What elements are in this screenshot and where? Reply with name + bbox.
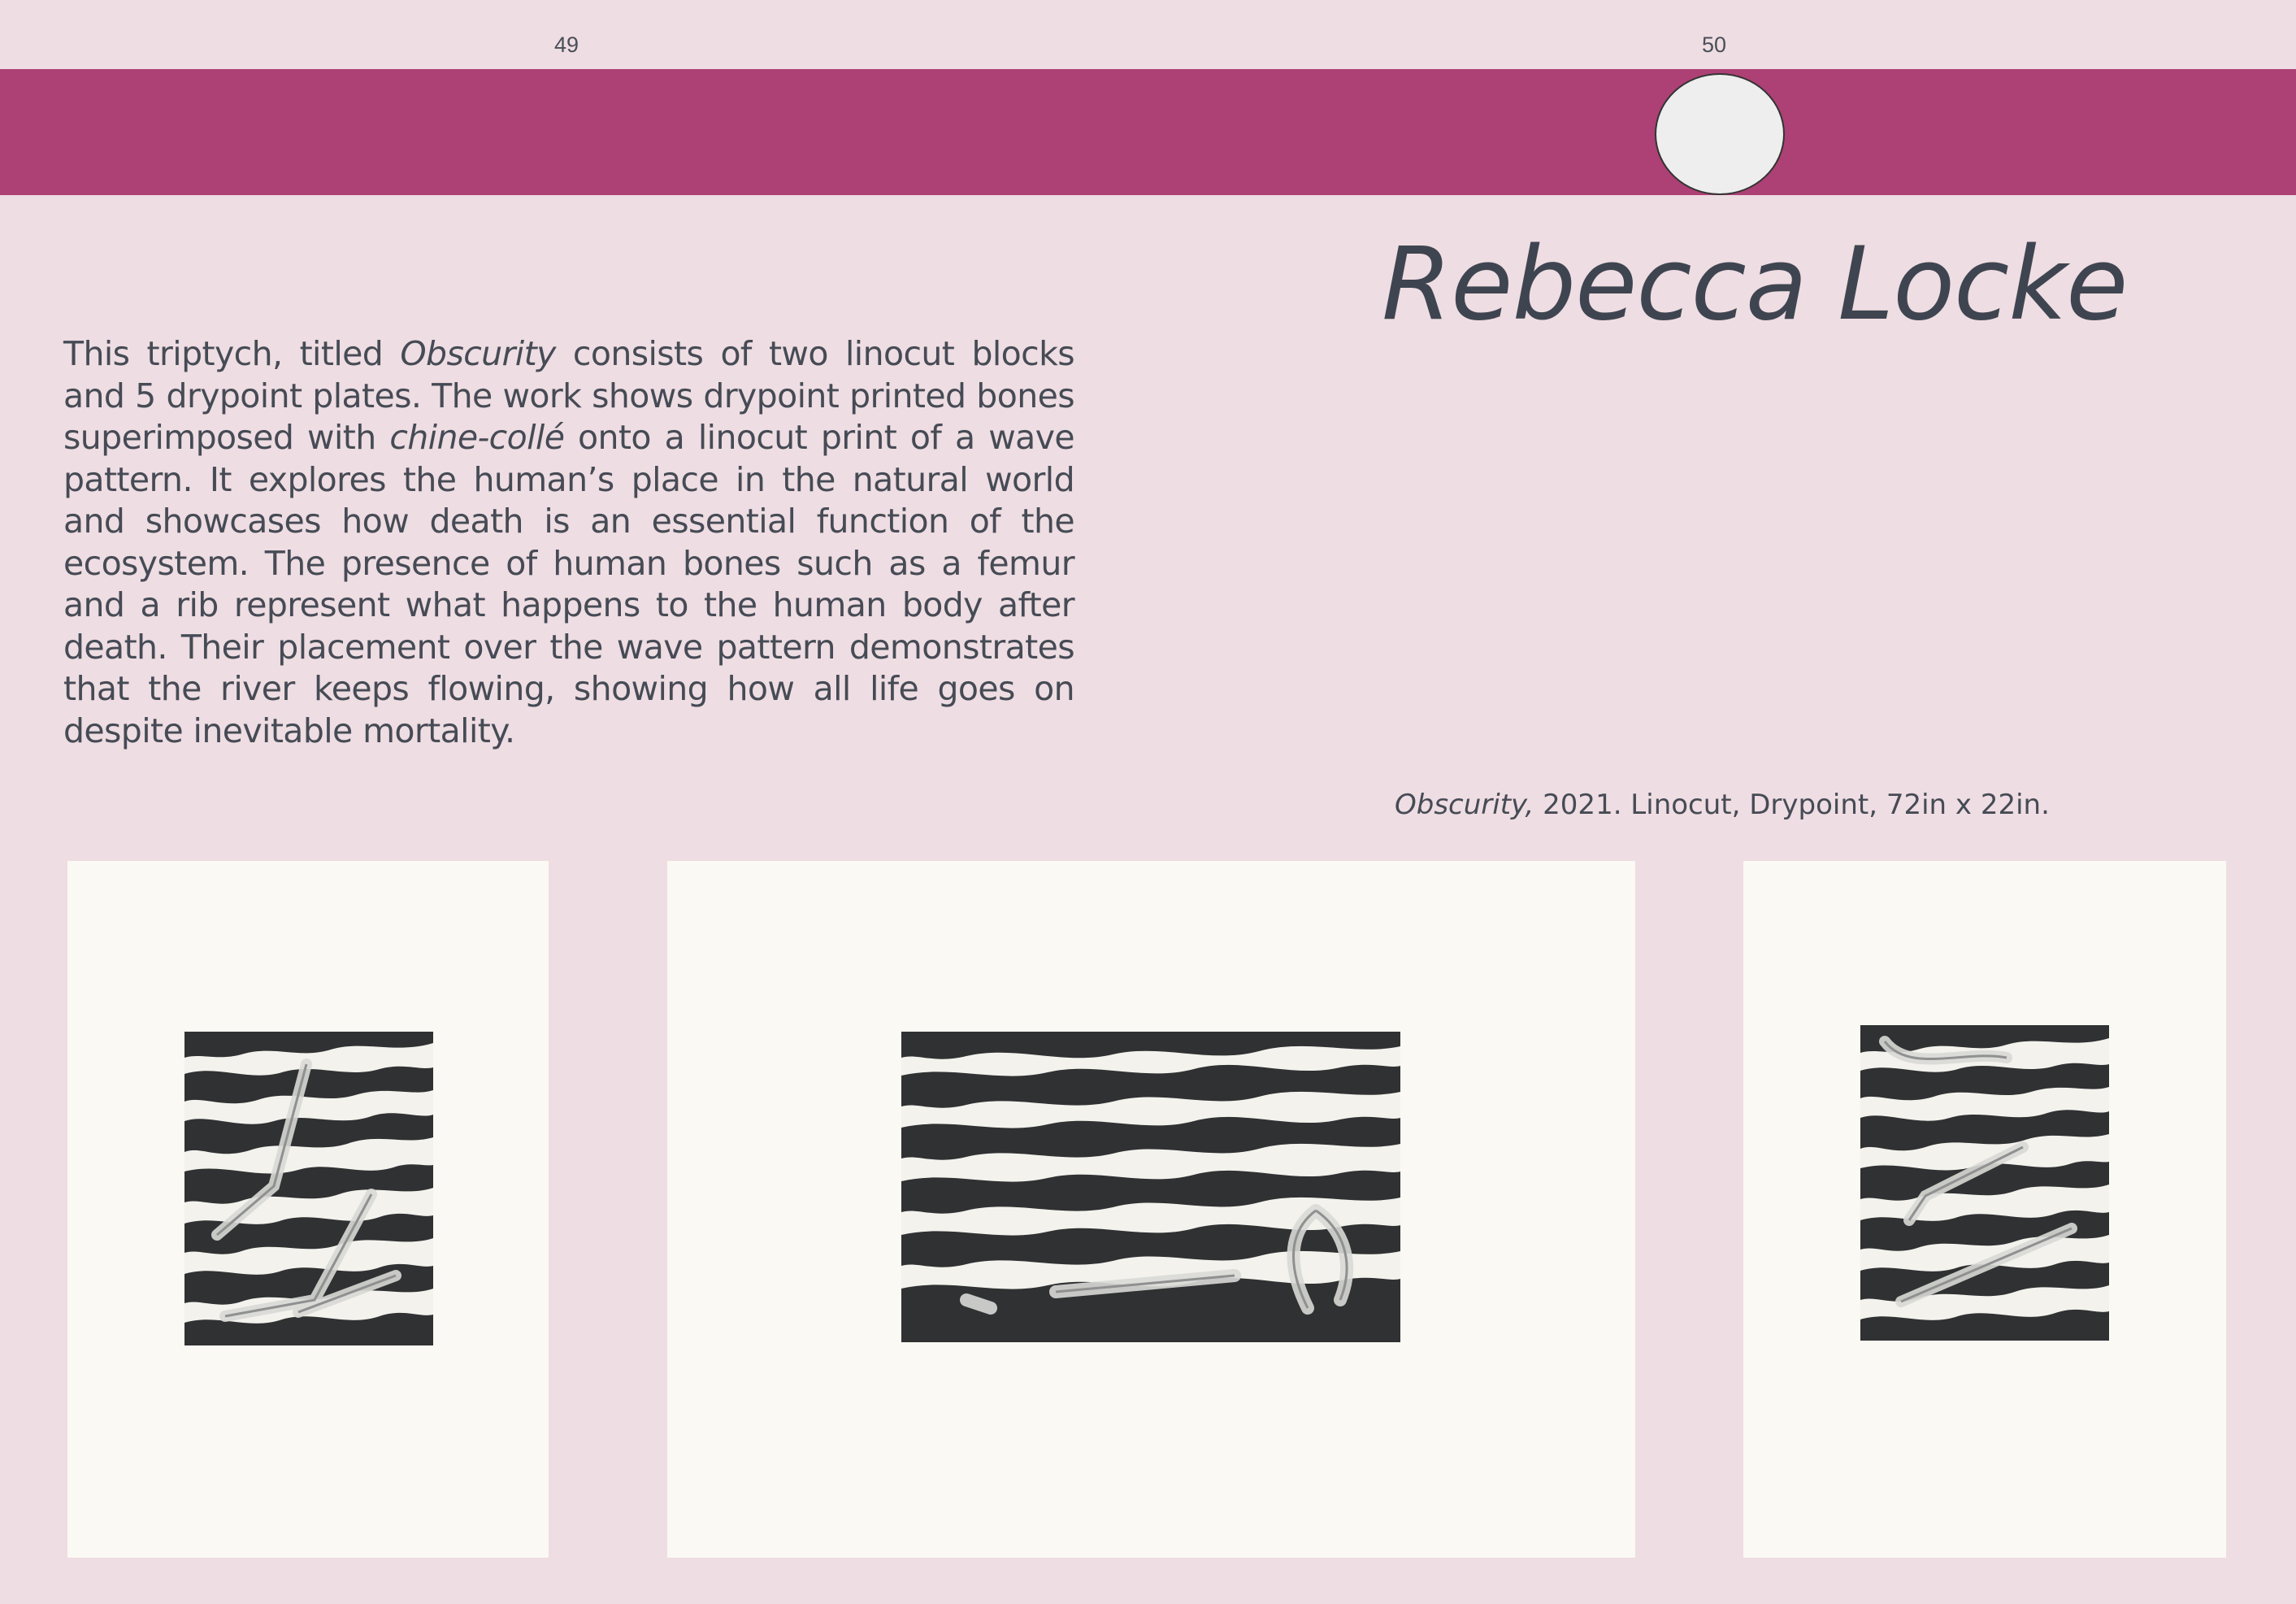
linocut-print-center	[901, 1032, 1400, 1342]
linocut-print-left	[184, 1032, 433, 1345]
wave-pattern-image	[184, 1032, 433, 1345]
description-technique: chine-collé	[389, 418, 565, 457]
artist-name: Rebecca Locke	[1382, 226, 2128, 343]
description-text-1: This triptych, titled	[63, 334, 401, 373]
linocut-print-right	[1860, 1025, 2109, 1341]
description-text-2: consists of two linocut blocks and 5 drypoint plates. The work shows drypoint printed bones superimposed with	[63, 334, 1074, 457]
artist-portrait-placeholder	[1655, 73, 1785, 195]
wave-pattern-image	[1860, 1025, 2109, 1341]
artwork-panel-right	[1743, 861, 2226, 1558]
wave-pattern-image	[901, 1032, 1400, 1342]
artwork-description	[63, 333, 1074, 752]
artwork-panel-left	[67, 861, 549, 1558]
header-band	[0, 69, 2296, 195]
caption-title: Obscurity,	[1395, 789, 1534, 821]
caption-details: 2021. Linocut, Drypoint, 72in x 22in.	[1534, 789, 2050, 821]
page-number-left: 49	[554, 33, 579, 57]
description-title: Obscurity	[400, 334, 556, 373]
artwork-caption	[1395, 789, 2050, 821]
page-number-right: 50	[1702, 33, 1727, 57]
description-text-3: onto a linocut print of a wave pattern. It explores the human’s place in the natural world and showcases how death is an essential function of the ecosystem. The presence of human bones such as a femur and a rib represent what happens to the human body after death. Their placement over the wave pattern demonstrates that the river keeps flowing, showing how all life goes on despite inevitable mortality.	[63, 418, 1074, 750]
artwork-panel-center	[667, 861, 1635, 1558]
